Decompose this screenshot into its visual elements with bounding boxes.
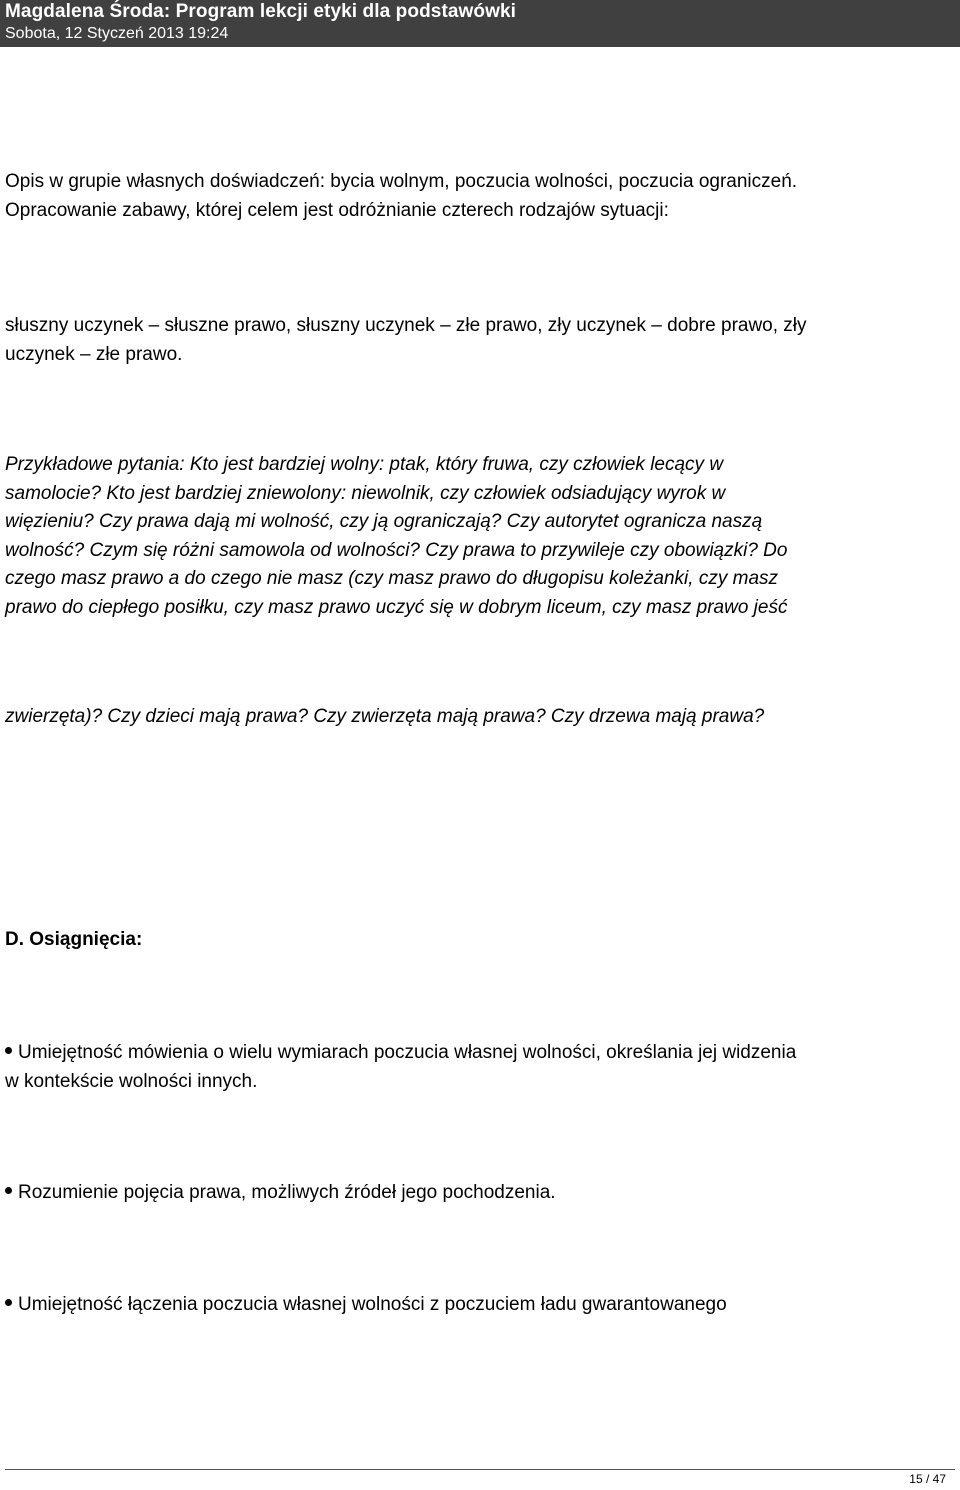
publication-date: Sobota, 12 Styczeń 2013 19:24	[5, 25, 229, 42]
document-header	[0, 0, 960, 47]
text-line: wolność? Czym się różni samowola od wolności? Czy prawa to przywileje czy obowiązki? Do	[5, 539, 788, 561]
list-item-text: Umiejętność łączenia poczucia własnej wolności z poczuciem ładu gwarantowanego	[18, 1294, 727, 1315]
page-number: 15 / 47	[909, 1472, 946, 1486]
bullet-icon	[5, 1299, 12, 1306]
text-line: samolocie? Kto jest bardziej zniewolony: niewolnik, czy człowiek odsiadujący wyrok w	[5, 482, 726, 504]
list-item-text: Rozumienie pojęcia prawa, możliwych źródeł jego pochodzenia.	[18, 1182, 556, 1203]
text-line: uczynek – złe prawo.	[5, 343, 183, 365]
text-line: Przykładowe pytania: Kto jest bardziej wolny: ptak, który fruwa, czy człowiek lecący w	[5, 454, 724, 475]
paragraph-example-questions-continued	[5, 703, 955, 732]
text-line: słuszny uczynek – słuszne prawo, słuszny uczynek – złe prawo, zły uczynek – dobre prawo, zły	[5, 315, 807, 336]
section-heading: D. Osiągnięcia:	[5, 929, 143, 950]
text-line: Opis w grupie własnych doświadczeń: bycia wolnym, poczucia wolności, poczucia ograniczeń.	[5, 171, 798, 192]
text-line: więzieniu? Czy prawa dają mi wolność, czy ją ograniczają? Czy autorytet ogranicza naszą	[5, 511, 763, 532]
list-item-text: w kontekście wolności innych.	[5, 1070, 258, 1092]
bullet-icon	[5, 1047, 12, 1054]
bullet-icon	[5, 1187, 12, 1194]
list-item	[5, 1039, 955, 1096]
list-item	[5, 1179, 955, 1208]
paragraph-situations	[5, 312, 955, 369]
footer-divider	[5, 1469, 955, 1470]
paragraph-example-questions	[5, 451, 955, 622]
list-item-text: Umiejętność mówienia o wielu wymiarach poczucia własnej wolności, określania jej widzenia	[18, 1042, 797, 1063]
document-title: Magdalena Środa: Program lekcji etyki dla podstawówki	[5, 1, 517, 22]
text-line: zwierzęta)? Czy dzieci mają prawa? Czy zwierzęta mają prawa? Czy drzewa mają prawa?	[5, 706, 765, 727]
text-line: Opracowanie zabawy, której celem jest odróżnianie czterech rodzajów sytuacji:	[5, 199, 669, 221]
list-item	[5, 1291, 955, 1320]
text-line: czego masz prawo a do czego nie masz (czy masz prawo do długopisu koleżanki, czy masz	[5, 568, 779, 589]
text-line: prawo do ciepłego posiłku, czy masz prawo uczyć się w dobrym liceum, czy masz prawo jeść	[5, 596, 788, 618]
paragraph-experiences	[5, 168, 955, 225]
